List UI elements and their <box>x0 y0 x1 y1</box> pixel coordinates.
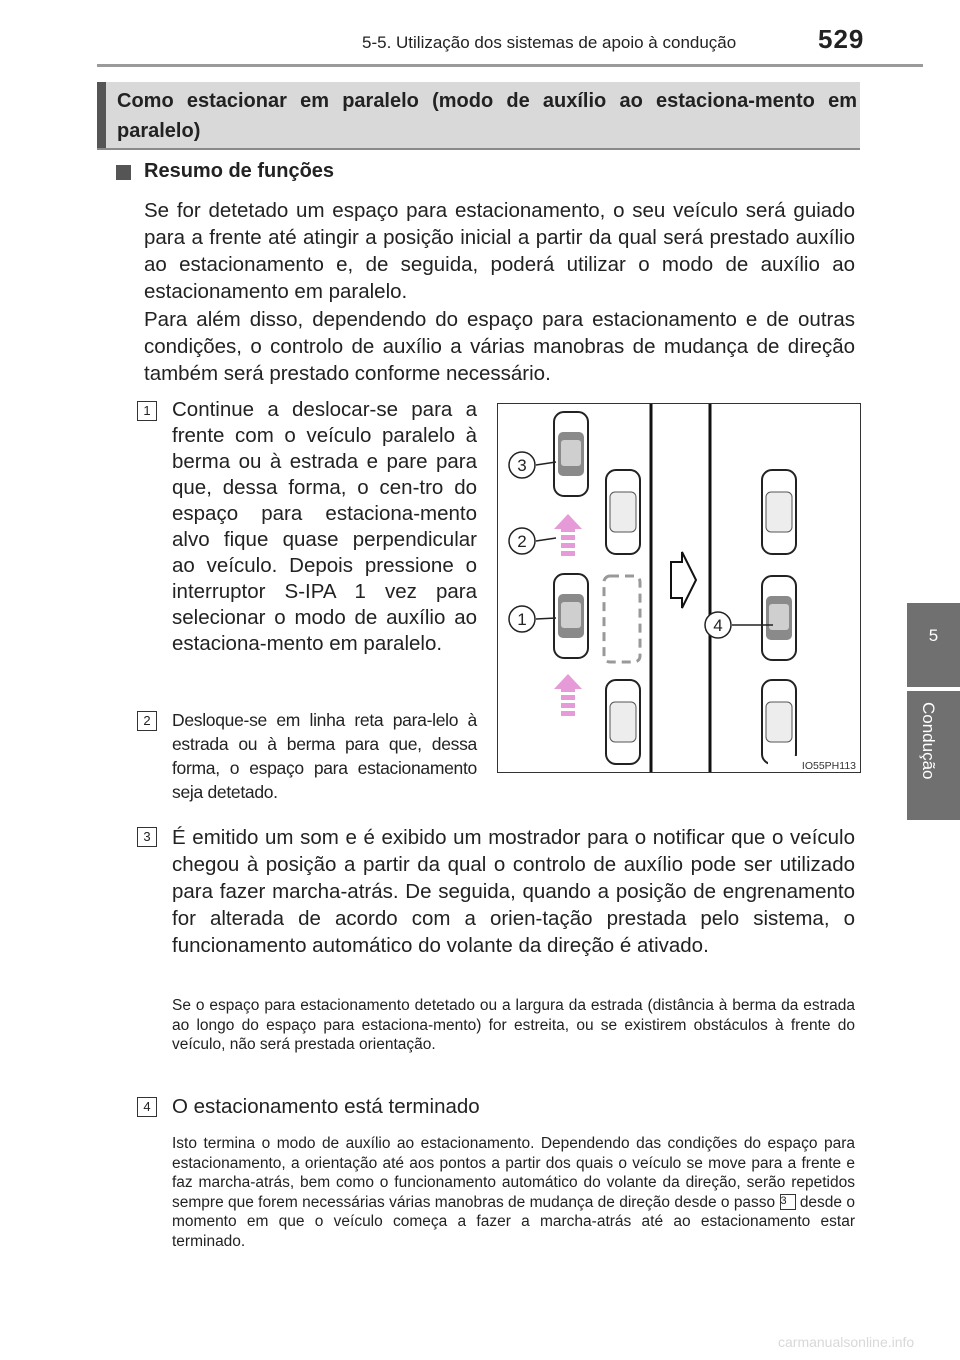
step-4-note-text-end: desde o momento em que o veículo começa a fazer a marcha-atrás até ao estacionamento estar terminado. <box>172 1193 855 1250</box>
callout-number: 3 <box>517 456 527 475</box>
step-3-number: 3 <box>137 827 157 847</box>
chapter-number: 5 <box>928 626 939 645</box>
parked-car-icon <box>762 680 796 764</box>
chapter-label: Condução <box>919 702 938 780</box>
parking-illustration <box>497 403 861 773</box>
car-icon <box>762 576 796 660</box>
parked-car-icon <box>606 680 640 764</box>
parked-car-icon <box>762 470 796 554</box>
callout-number: 1 <box>517 610 527 629</box>
car-icon <box>554 574 588 658</box>
figure-code: IO55PH113 <box>801 760 856 772</box>
header-title: 5-5. Utilização dos sistemas de apoio à condução <box>362 33 737 52</box>
header-rule <box>97 64 923 67</box>
step-reference: 3 <box>780 1194 796 1210</box>
forward-arrow-icon <box>554 674 582 716</box>
callout-number: 4 <box>713 616 723 635</box>
step-4-number: 4 <box>137 1097 157 1117</box>
step-4-note <box>172 1134 855 1251</box>
step-4-text: O estacionamento está terminado <box>172 1095 480 1118</box>
intro-paragraph-1: Se for detetado um espaço para estacionamento, o seu veículo será guiado para a frente até atingir a posição inicial a partir da qual será prestado auxílio ao estacionamento e, de seguida, poderá utilizar o modo de auxílio ao estacionamento em paralelo. <box>144 199 855 303</box>
footer-watermark: carmanualsonline.info <box>778 1334 915 1350</box>
parking-space-outline <box>604 576 640 662</box>
section-rule <box>97 148 860 150</box>
page-number: 529 <box>818 24 865 54</box>
step-4-note-text: Isto termina o modo de auxílio ao estacionamento. Dependendo das condições do espaço para estacionamento, a orientação até aos pontos a partir dos quais o veículo se move para a frente e faz marcha-atrás, bem como o funcionamento automático do volante da direção, serão repetidos sempre que forem necessárias várias manobras de mudança de direção desde o passo <box>172 1135 855 1211</box>
step-1-text: Continue a deslocar-se para a frente com o veículo paralelo à berma ou à estrada e pare para que, dessa forma, o cen-tro do espaço para estaciona-mento alvo fique quase perpendicular ao veículo. Depois pressione o interruptor S-IPA 1 vez para selecionar o modo de auxílio ao estaciona-mento em paralelo. <box>172 398 477 655</box>
car-icon <box>554 412 588 496</box>
forward-arrow-icon <box>554 514 582 556</box>
square-bullet-icon <box>116 165 131 180</box>
subsection-title: Resumo de funções <box>144 160 335 182</box>
callout-number: 2 <box>517 532 527 551</box>
section-title: Como estacionar em paralelo (modo de auxílio ao estaciona-mento em paralelo) <box>117 90 857 142</box>
step-2-text: Desloque-se em linha reta para-lelo à estrada ou à berma para que, dessa forma, o espaço para estacionamento seja detetado. <box>172 710 477 802</box>
parked-car-icon <box>606 470 640 554</box>
step-1-number: 1 <box>137 401 157 421</box>
step-3-text: É emitido um som e é exibido um mostrador para o notificar que o veículo chegou à posição a partir da qual o controlo de auxílio pode ser utilizado para fazer marcha-atrás. De seguida, quando a posição de engrenamento for alterada de acordo com a orien-tação prestada pelo sistema, o funcionamento automático do volante da direção é ativado. <box>172 826 855 957</box>
step-2-number: 2 <box>137 711 157 731</box>
intro-paragraph-2: Para além disso, dependendo do espaço para estacionamento e de outras condições, o controlo de auxílio a várias manobras de mudança de direção também será prestado conforme necessário. <box>144 308 855 385</box>
move-right-arrow-icon <box>671 552 696 608</box>
step-3-note: Se o espaço para estacionamento detetado ou a largura da estrada (distância à berma da estrada ao longo do espaço para estaciona-mento) for estreita, ou se existirem obstáculos à frente do veículo, não será prestada orientação. <box>172 997 855 1053</box>
